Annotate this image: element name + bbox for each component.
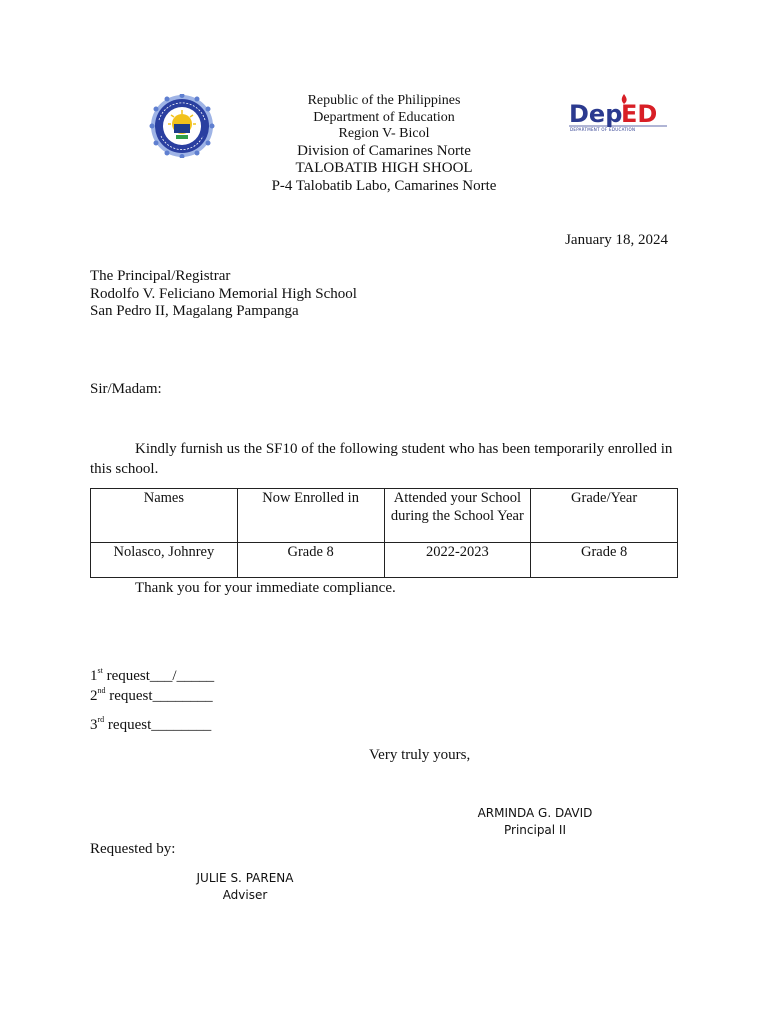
request-text: request___/_____ — [102, 668, 215, 684]
header-division: Division of Camarines Norte — [297, 142, 471, 159]
letter-date: January 18, 2024 — [565, 232, 668, 248]
signatory-name: ARMINDA G. DAVID — [477, 806, 593, 820]
request-2 — [90, 688, 213, 706]
request-1 — [90, 668, 214, 686]
requested-by-label: Requested by: — [90, 841, 176, 857]
header-school-name: TALOBATIB HIGH SHOOL — [295, 160, 473, 176]
svg-text:Dep: Dep — [569, 100, 623, 128]
table-header-cell: Attended your School during the School Year — [384, 489, 531, 543]
requested-by-block — [190, 870, 300, 904]
letterhead — [0, 93, 768, 195]
request-text: request________ — [105, 688, 213, 704]
salutation: Sir/Madam: — [90, 381, 162, 397]
request-number: 3 — [90, 717, 98, 733]
closing: Very truly yours, — [369, 747, 471, 763]
requester-name: JULIE S. PARENA — [196, 871, 294, 885]
student-table — [90, 488, 678, 578]
table-cell-enrolled: Grade 8 — [237, 543, 384, 578]
header-department: Department of Education — [313, 109, 455, 125]
request-3 — [90, 717, 211, 735]
table-header-row — [91, 489, 678, 543]
svg-text:DEPARTMENT OF EDUCATION: DEPARTMENT OF EDUCATION — [570, 127, 636, 132]
body-line-1: Kindly furnish us the SF10 of the following student who has been temporarily enrolled in — [135, 441, 673, 457]
svg-text:ED: ED — [621, 100, 658, 128]
table-header-cell: Grade/Year — [531, 489, 678, 543]
header-address: P-4 Talobatib Labo, Camarines Norte — [271, 177, 497, 194]
recipient-address: San Pedro II, Magalang Pampanga — [90, 303, 299, 319]
recipient-block — [90, 268, 357, 321]
table-cell-name: Nolasco, Johnrey — [91, 543, 238, 578]
header-republic: Republic of the Philippines — [307, 93, 461, 108]
table-cell-school-year: 2022-2023 — [384, 543, 531, 578]
table-row — [91, 543, 678, 578]
signatory-title: Principal II — [503, 823, 567, 837]
request-text: request________ — [104, 717, 212, 733]
request-ordinal: rd — [97, 715, 105, 724]
recipient-title: The Principal/Registrar — [90, 268, 231, 284]
request-ordinal: nd — [97, 686, 106, 695]
thanks-line: Thank you for your immediate compliance. — [135, 580, 396, 596]
request-number: 1 — [90, 668, 98, 684]
request-number: 2 — [90, 688, 98, 704]
header-region: Region V- Bicol — [338, 126, 430, 141]
signatory-block — [470, 805, 600, 839]
body-paragraph — [90, 440, 690, 479]
body-line-2: this school. — [90, 460, 159, 477]
requester-title: Adviser — [222, 888, 268, 902]
table-cell-grade: Grade 8 — [531, 543, 678, 578]
table-header-cell: Names — [91, 489, 238, 543]
table-header-cell: Now Enrolled in — [237, 489, 384, 543]
request-ordinal: st — [97, 666, 103, 675]
recipient-school: Rodolfo V. Feliciano Memorial High School — [90, 285, 357, 302]
